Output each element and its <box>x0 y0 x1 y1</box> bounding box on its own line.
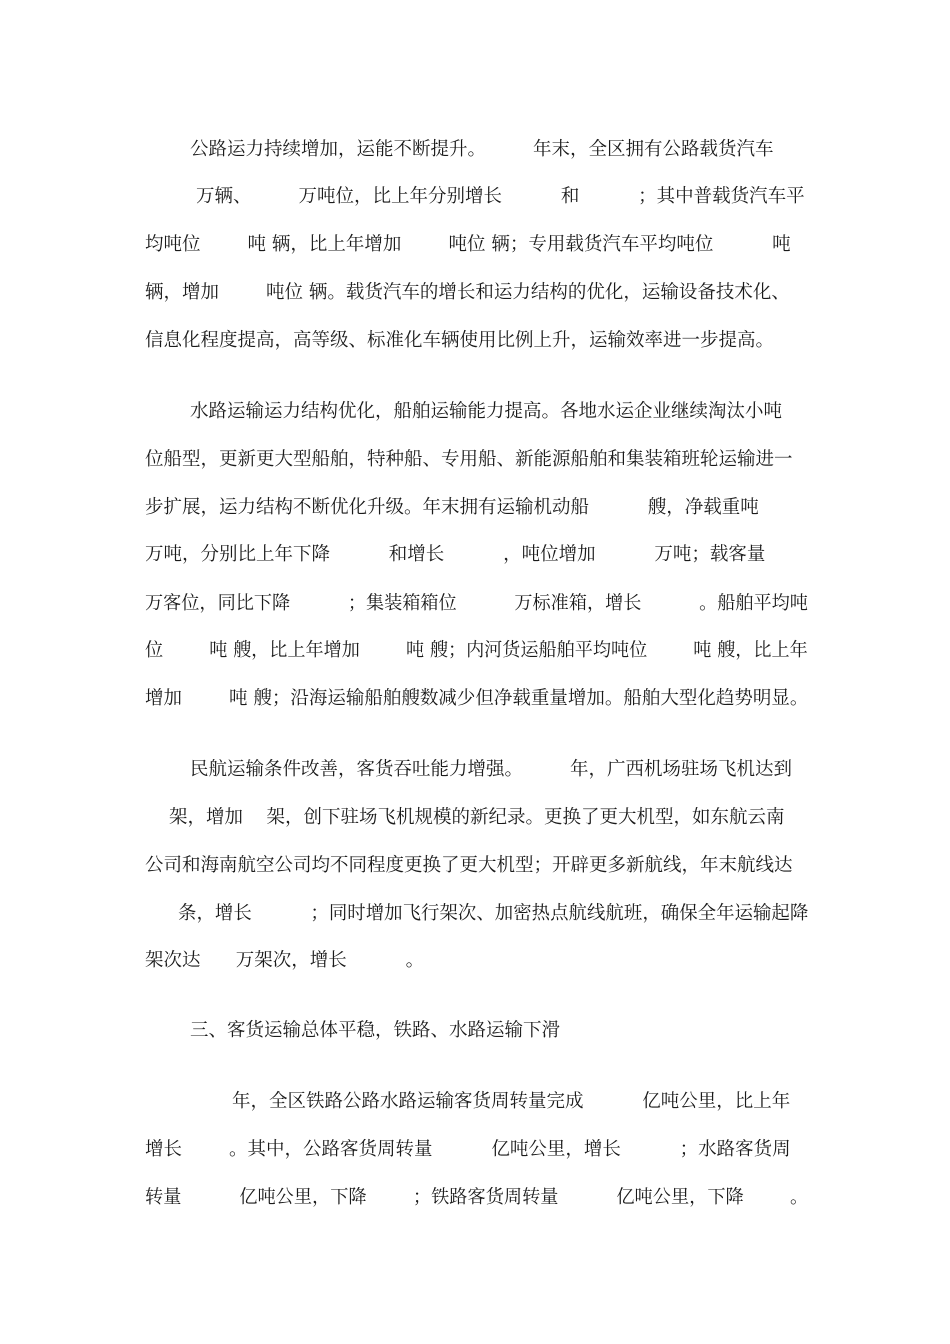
aviation-para-line-2: 架，增加 架，创下驻场飞机规模的新纪录。更换了更大机型，如东航云南 <box>169 807 785 828</box>
turnover-para-line-1: 年，全区铁路公路水路运输客货周转量完成 亿吨公里，比上年 <box>232 1091 791 1112</box>
aviation-para-line-4: 条，增长 ；同时增加飞行架次、加密热点航线航班，确保全年运输起降 <box>178 903 809 924</box>
water-para-line-1: 水路运输运力结构优化，船舶运输能力提高。各地水运企业继续淘汰小吨 <box>190 401 783 422</box>
road-para-line-3: 均吨位 吨 辆，比上年增加 吨位 辆；专用载货汽车平均吨位 吨 <box>145 234 791 255</box>
aviation-para-line-1: 民航运输条件改善，客货吞吐能力增强。 年，广西机场驻场飞机达到 <box>190 759 793 780</box>
aviation-para-line-5: 架次达 万架次，增长 。 <box>145 950 425 971</box>
water-para-line-6: 位 吨 艘，比上年增加 吨 艘；内河货运船舶平均吨位 吨 艘，比上年 <box>145 640 808 661</box>
turnover-para-line-3: 转量 亿吨公里，下降 ；铁路客货周转量 亿吨公里，下降 。 <box>145 1187 809 1208</box>
water-para-line-2: 位船型，更新更大型船舶，特种船、专用船、新能源船舶和集装箱班轮运输进一 <box>145 449 793 470</box>
turnover-para-line-2: 增长 。其中，公路客货周转量 亿吨公里，增长 ；水路客货周 <box>145 1139 791 1160</box>
aviation-para-line-3: 公司和海南航空公司均不同程度更换了更大机型；开辟更多新航线，年末航线达 <box>145 855 793 876</box>
water-para-line-7: 增加 吨 艘；沿海运输船舶艘数减少但净载重量增加。船舶大型化趋势明显。 <box>145 688 809 709</box>
water-para-line-4: 万吨，分别比上年下降 和增长 ，吨位增加 万吨；载客量 <box>145 544 766 565</box>
road-para-line-4: 辆，增加 吨位 辆。载货汽车的增长和运力结构的优化，运输设备技术化、 <box>145 282 790 303</box>
road-para-line-1: 公路运力持续增加，运能不断提升。 年末，全区拥有公路载货汽车 <box>190 139 774 160</box>
section-heading: 三、客货运输总体平稳，铁路、水路运输下滑 <box>190 1020 561 1041</box>
water-para-line-3: 步扩展，运力结构不断优化升级。年末拥有运输机动船 艘，净载重吨 <box>145 497 759 518</box>
water-para-line-5: 万客位，同比下降 ；集装箱箱位 万标准箱，增长 。船舶平均吨 <box>145 593 808 614</box>
road-para-line-5: 信息化程度提高，高等级、标准化车辆使用比例上升，运输效率进一步提高。 <box>145 330 775 351</box>
road-para-line-2: 万辆、 万吨位，比上年分别增长 和 ；其中普载货汽车平 <box>196 186 805 207</box>
